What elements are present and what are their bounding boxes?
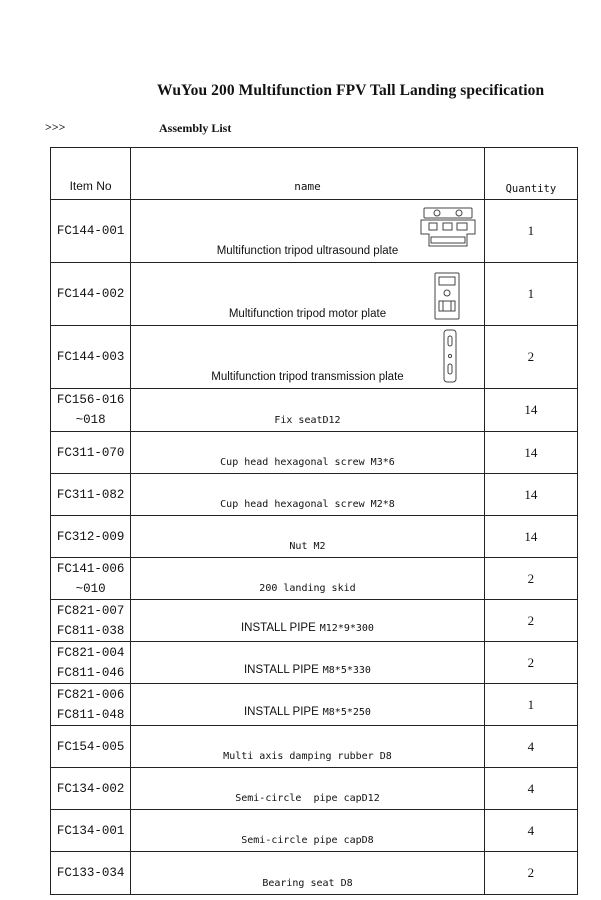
table-row: [51, 516, 578, 558]
item-no-cell: FC156-016 ~018: [51, 389, 131, 432]
table-row: [51, 852, 578, 895]
item-no-cell: FC144-003: [51, 326, 131, 389]
quantity-cell: 14: [484, 516, 577, 558]
table-row: [51, 474, 578, 516]
item-no-cell: FC133-034: [51, 852, 131, 895]
item-name: 200 landing skid: [259, 583, 356, 594]
quantity-cell: 1: [484, 200, 577, 263]
table-row: [51, 432, 578, 474]
item-no-cell: FC311-070: [51, 432, 131, 474]
table-row: [51, 684, 578, 726]
name-cell: [131, 600, 485, 642]
item-name: Multifunction tripod motor plate: [228, 308, 387, 320]
quantity-cell: 1: [484, 263, 577, 326]
table-row: [51, 642, 578, 684]
name-cell: [131, 726, 485, 768]
quantity-cell: 2: [484, 326, 577, 389]
column-header-name: name: [131, 148, 485, 200]
item-no-cell: FC821-006 FC811-048: [51, 684, 131, 726]
section-title: Assembly List: [159, 121, 232, 135]
motor-plate-icon: [433, 271, 461, 321]
quantity-cell: 14: [484, 474, 577, 516]
table-row: [51, 600, 578, 642]
table-row: [51, 726, 578, 768]
name-cell: [131, 852, 485, 895]
name-cell: [131, 432, 485, 474]
quantity-cell: 2: [484, 558, 577, 600]
section-marker: >>>: [45, 120, 66, 134]
name-cell: [131, 326, 485, 389]
item-name: Semi-circle pipe capD8: [241, 835, 374, 846]
transmission-plate-icon: [442, 328, 458, 384]
item-name: Multifunction tripod transmission plate: [211, 371, 404, 383]
item-name: Cup head hexagonal screw M3*6: [220, 457, 395, 468]
item-name: Nut M2: [289, 541, 326, 552]
item-no-cell: FC311-082: [51, 474, 131, 516]
name-cell: [131, 684, 485, 726]
column-header-item-no: Item No: [51, 148, 131, 200]
table-row: [51, 263, 578, 326]
quantity-cell: 14: [484, 432, 577, 474]
table-header-row: [51, 148, 578, 200]
page-title: WuYou 200 Multifunction FPV Tall Landing specification: [157, 82, 545, 99]
ultrasound-plate-icon: [419, 206, 477, 250]
quantity-cell: 4: [484, 726, 577, 768]
item-no-cell: FC312-009: [51, 516, 131, 558]
name-cell: [131, 810, 485, 852]
item-no-cell: FC144-001: [51, 200, 131, 263]
item-no-cell: FC144-002: [51, 263, 131, 326]
name-cell: [131, 768, 485, 810]
table-row: [51, 558, 578, 600]
assembly-table: [50, 147, 578, 895]
item-no-cell: FC154-005: [51, 726, 131, 768]
name-cell: [131, 516, 485, 558]
item-no-cell: FC134-001: [51, 810, 131, 852]
item-no-cell: FC141-006 ~010: [51, 558, 131, 600]
name-cell: [131, 263, 485, 326]
table-row: [51, 326, 578, 389]
name-cell: [131, 389, 485, 432]
name-cell: [131, 642, 485, 684]
quantity-cell: 2: [484, 642, 577, 684]
item-name: Cup head hexagonal screw M2*8: [220, 499, 395, 510]
item-name: INSTALL PIPE M12*9*300: [240, 622, 374, 634]
item-no-cell: FC821-004 FC811-046: [51, 642, 131, 684]
quantity-cell: 4: [484, 768, 577, 810]
item-no-cell: FC134-002: [51, 768, 131, 810]
quantity-cell: 1: [484, 684, 577, 726]
table-row: [51, 810, 578, 852]
column-header-quantity: Quantity: [484, 148, 577, 200]
item-no-cell: FC821-007 FC811-038: [51, 600, 131, 642]
item-name: INSTALL PIPE M8*5*330: [243, 664, 371, 676]
name-cell: [131, 558, 485, 600]
table-row: [51, 389, 578, 432]
quantity-cell: 4: [484, 810, 577, 852]
name-cell: [131, 200, 485, 263]
quantity-cell: 2: [484, 852, 577, 895]
item-name: Fix seatD12: [274, 415, 341, 426]
quantity-cell: 2: [484, 600, 577, 642]
item-name: Multifunction tripod ultrasound plate: [216, 245, 399, 257]
item-name: Semi-circle pipe capD12: [235, 793, 380, 804]
name-cell: [131, 474, 485, 516]
item-name: Multi axis damping rubber D8: [223, 751, 392, 762]
quantity-cell: 14: [484, 389, 577, 432]
item-name: Bearing seat D8: [262, 878, 353, 889]
table-row: [51, 768, 578, 810]
table-row: [51, 200, 578, 263]
item-name: INSTALL PIPE M8*5*250: [243, 706, 371, 718]
